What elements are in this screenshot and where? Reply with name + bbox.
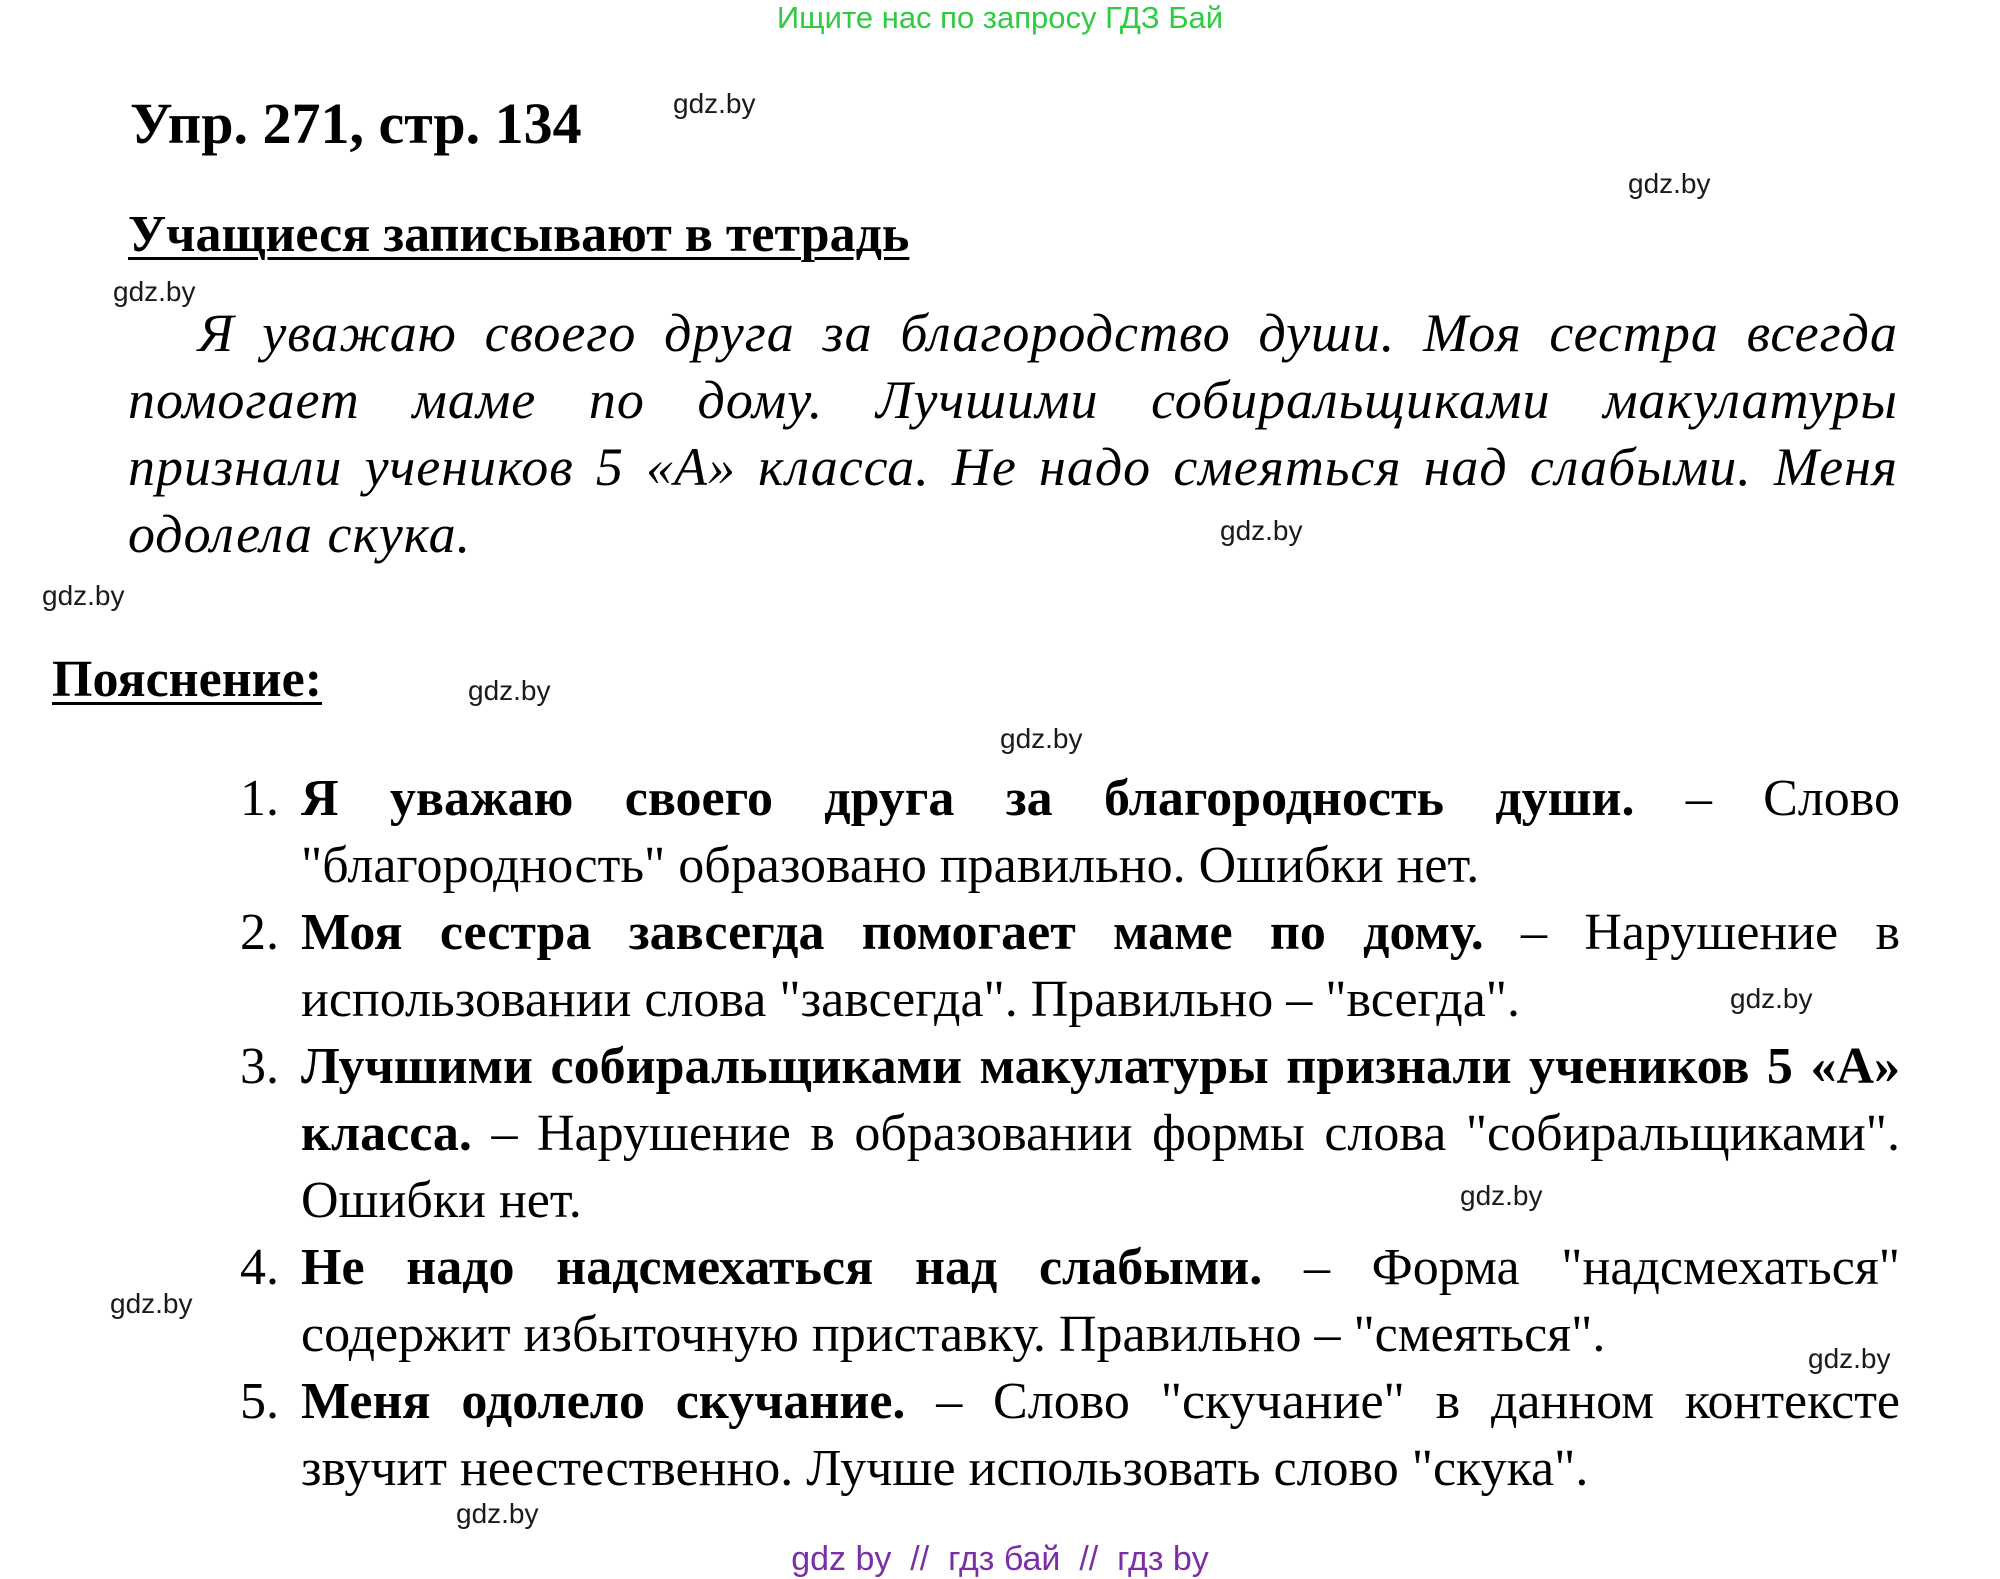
watermark: gdz.by — [42, 580, 125, 611]
item-number: 3. — [240, 1038, 279, 1095]
explanation-list — [195, 765, 1900, 1502]
search-banner: Ищите нас по запросу ГДЗ Бай — [776, 0, 1224, 35]
list-item — [195, 1033, 1900, 1234]
item-number: 5. — [240, 1373, 279, 1430]
watermark: gdz.by — [468, 675, 551, 706]
explanation-heading: Пояснение: — [52, 651, 323, 708]
watermark: gdz.by — [1220, 515, 1303, 546]
item-number: 2. — [240, 904, 279, 961]
item-explanation: – Форма "надсмехаться" содержит избыточную приставку. Правильно – "смеяться". — [301, 1239, 1900, 1363]
item-sentence: Лучшими собиральщиками макулатуры признали учеников 5 «А» класса. — [301, 1038, 1900, 1162]
list-item — [195, 1234, 1900, 1368]
watermark: gdz.by — [456, 1498, 539, 1529]
item-explanation: – Слово "благородность" образовано правильно. Ошибки нет. — [301, 770, 1900, 894]
item-number: 4. — [240, 1239, 279, 1296]
watermark: gdz.by — [113, 276, 196, 307]
notebook-heading: Учащиеся записывают в тетрадь — [128, 206, 910, 263]
watermark: gdz.by — [1460, 1180, 1543, 1211]
item-sentence: Не надо надсмехаться над слабыми. — [301, 1239, 1263, 1296]
item-explanation: – Слово "скучание" в данном контексте звучит неестественно. Лучше использовать слово "скука". — [301, 1373, 1900, 1497]
footer-watermark: gdz by // гдз бай // гдз by — [791, 1540, 1209, 1578]
watermark: gdz.by — [110, 1288, 193, 1319]
watermark: gdz.by — [673, 88, 756, 119]
item-explanation: – Нарушение в образовании формы слова "собиральщиками". Ошибки нет. — [301, 1105, 1900, 1229]
watermark: gdz.by — [1628, 168, 1711, 199]
exercise-title: Упр. 271, стр. 134 — [130, 91, 582, 156]
item-sentence: Моя сестра завсегда помогает маме по дому. — [301, 904, 1484, 961]
handwritten-text: Я уважаю своего друга за благородство души. Моя сестра всегда помогает маме по дому. Лучшими собиральщиками макулатуры признали учеников 5 «А» класса. Не надо смеяться над слабыми. Меня одолела скука. — [128, 303, 1898, 564]
watermark: gdz.by — [1730, 983, 1813, 1014]
item-sentence: Меня одолело скучание. — [301, 1373, 906, 1430]
item-explanation: – Нарушение в использовании слова "завсегда". Правильно – "всегда". — [301, 904, 1900, 1028]
item-number: 1. — [240, 770, 279, 827]
item-sentence: Я уважаю своего друга за благородность души. — [301, 770, 1635, 827]
list-item — [195, 1368, 1900, 1502]
watermark: gdz.by — [1808, 1343, 1891, 1374]
list-item — [195, 899, 1900, 1033]
watermark: gdz.by — [1000, 723, 1083, 754]
list-item — [195, 765, 1900, 899]
